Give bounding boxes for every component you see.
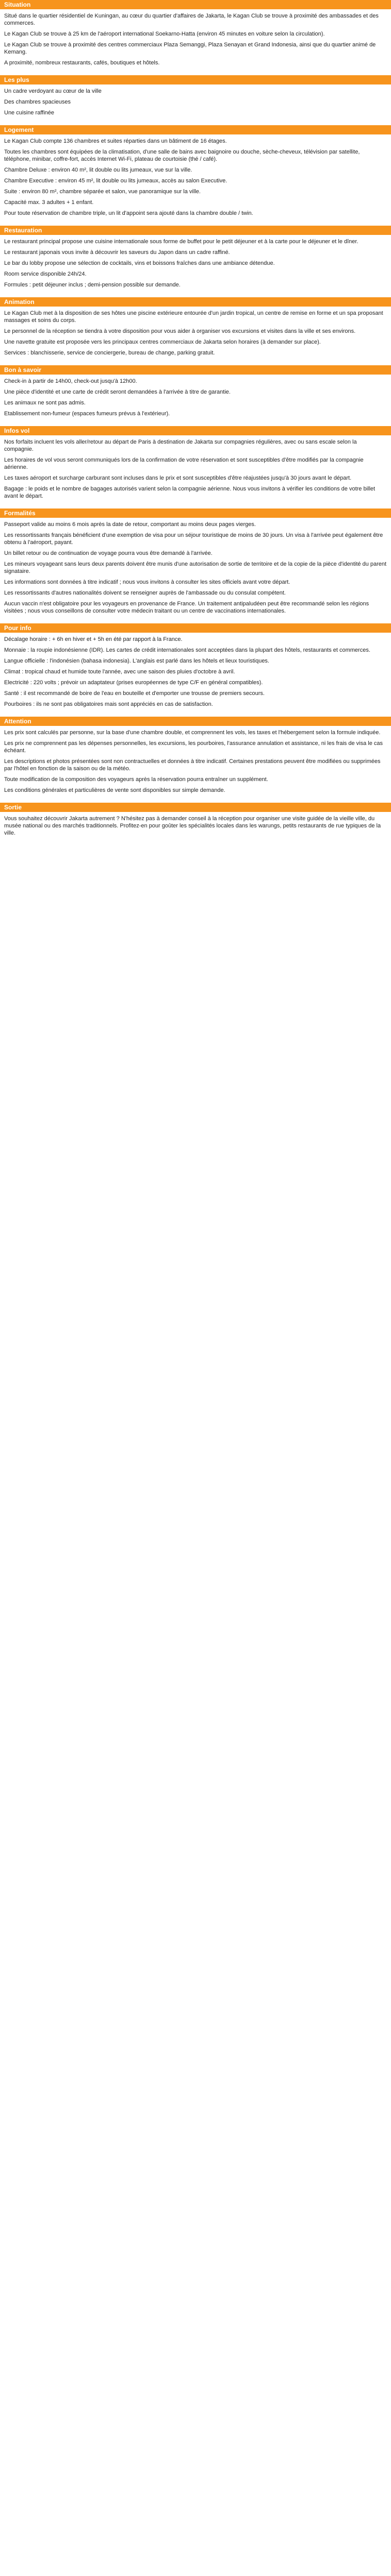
section-paragraph: Etablissement non-fumeur (espaces fumeurs prévus à l'extérieur).	[4, 411, 170, 417]
section-paragraph: Les conditions générales et particulières de vente sont disponibles sur simple demande.	[4, 787, 225, 793]
section-paragraph: Une cuisine raffinée	[4, 110, 55, 116]
section-paragraph: Electricité : 220 volts ; prévoir un adaptateur (prises européennes de type C/F en général compatibles).	[4, 680, 263, 686]
hotel-description-page	[0, 0, 391, 845]
section-paragraph: Monnaie : la roupie indonésienne (IDR). Les cartes de crédit internationales sont acceptées dans la plupart des hôtels, restaurants et commerces.	[4, 647, 370, 653]
section-paragraph: Room service disponible 24h/24.	[4, 271, 87, 277]
section-paragraph: Langue officielle : l'indonésien (bahasa indonesia). L'anglais est parlé dans les hôtels et lieux touristiques.	[4, 658, 269, 664]
section-paragraph: Les descriptions et photos présentées sont non contractuelles et données à titre indicatif. Certaines prestations peuvent être modifiées ou supprimées par l'hôtel en fonction de la saison ou de la météo.	[4, 758, 381, 772]
section-body	[0, 435, 391, 509]
section-title: Formalités	[0, 509, 391, 518]
section-body	[0, 812, 391, 845]
section-paragraph: Le bar du lobby propose une sélection de cocktails, vins et boissons fraîches dans une ambiance détendue.	[4, 260, 275, 266]
section-paragraph: Formules : petit déjeuner inclus ; demi-pension possible sur demande.	[4, 282, 181, 288]
section-paragraph: Vous souhaitez découvrir Jakarta autrement ? N'hésitez pas à demander conseil à la réception pour organiser une visite guidée de la vieille ville, du musée national ou des marchés traditionnels. Profitez-en pour goûter les spécialités locales dans les warungs, petits restaurants de rue typiques de la ville.	[4, 816, 381, 836]
section-paragraph: Décalage horaire : + 6h en hiver et + 5h en été par rapport à la France.	[4, 636, 183, 642]
section-title: Attention	[0, 717, 391, 726]
section-paragraph: A proximité, nombreux restaurants, cafés, boutiques et hôtels.	[4, 60, 160, 66]
section-paragraph: Suite : environ 80 m², chambre séparée et salon, vue panoramique sur la ville.	[4, 189, 201, 195]
section-title: Infos vol	[0, 426, 391, 435]
section-paragraph: Services : blanchisserie, service de conciergerie, bureau de change, parking gratuit.	[4, 350, 215, 356]
section-paragraph: Capacité max. 3 adultes + 1 enfant.	[4, 199, 94, 206]
section-paragraph: Santé : il est recommandé de boire de l'eau en bouteille et d'emporter une trousse de premiers secours.	[4, 690, 265, 697]
section-paragraph: Climat : tropical chaud et humide toute l'année, avec une saison des pluies d'octobre à avril.	[4, 669, 235, 675]
section-paragraph: Un cadre verdoyant au cœur de la ville	[4, 88, 102, 94]
section-paragraph: Aucun vaccin n'est obligatoire pour les voyageurs en provenance de France. Un traitement antipaludéen peut être recommandé selon les régions visitées ; nous vous conseillons de consulter votre médecin traitant ou un centre de vaccinations internationales.	[4, 601, 369, 614]
section-body	[0, 235, 391, 297]
section-paragraph: Une pièce d'identité et une carte de crédit seront demandées à l'arrivée à titre de garantie.	[4, 389, 231, 395]
section-paragraph: Passeport valide au moins 6 mois après la date de retour, comportant au moins deux pages vierges.	[4, 521, 256, 528]
section-paragraph: Nos forfaits incluent les vols aller/retour au départ de Paris à destination de Jakarta sur compagnies régulières, avec ou sans escale selon la compagnie.	[4, 439, 357, 452]
section-paragraph: Pourboires : ils ne sont pas obligatoires mais sont appréciés en cas de satisfaction.	[4, 701, 213, 707]
section-title: Situation	[0, 0, 391, 9]
section-paragraph: Toute modification de la composition des voyageurs après la réservation pourra entraîner un supplément.	[4, 776, 268, 783]
section-paragraph: Un billet retour ou de continuation de voyage pourra vous être demandé à l'arrivée.	[4, 550, 213, 556]
section-body	[0, 518, 391, 623]
section-paragraph: Le Kagan Club se trouve à 25 km de l'aéroport international Soekarno-Hatta (environ 45 minutes en voiture selon la circulation).	[4, 31, 325, 37]
section-paragraph: Bagage : le poids et le nombre de bagages autorisés varient selon la compagnie aérienne. Nous vous invitons à vérifier les conditions de votre billet avant le départ.	[4, 486, 376, 499]
section-paragraph: Les mineurs voyageant sans leurs deux parents doivent être munis d'une autorisation de sortie de territoire et de la copie de la pièce d'identité du parent signataire.	[4, 561, 387, 574]
section-paragraph: Les prix ne comprennent pas les dépenses personnelles, les excursions, les pourboires, l'assurance annulation et assistance, ni les frais de visa le cas échéant.	[4, 740, 383, 754]
section-paragraph: Le Kagan Club se trouve à proximité des centres commerciaux Plaza Semanggi, Plaza Senayan et Grand Indonesia, ainsi que du quartier animé de Kemang.	[4, 42, 376, 55]
section-paragraph: Le Kagan Club met à la disposition de ses hôtes une piscine extérieure entourée d'un jardin tropical, un centre de remise en forme et un spa proposant massages et soins du corps.	[4, 310, 383, 324]
section-body	[0, 633, 391, 717]
section-paragraph: Pour toute réservation de chambre triple, un lit d'appoint sera ajouté dans la chambre double / twin.	[4, 210, 253, 216]
section-paragraph: Toutes les chambres sont équipées de la climatisation, d'une salle de bains avec baignoire ou douche, sèche-cheveux, télévision par satellite, téléphone, minibar, coffre-fort, accès Internet Wi-Fi, plateau de courtoisie (thé / café).	[4, 149, 360, 162]
section-paragraph: Chambre Deluxe : environ 40 m², lit double ou lits jumeaux, vue sur la ville.	[4, 167, 192, 173]
section-body	[0, 307, 391, 365]
section-body	[0, 375, 391, 426]
section-title: Logement	[0, 125, 391, 134]
section-paragraph: Le Kagan Club compte 136 chambres et suites réparties dans un bâtiment de 16 étages.	[4, 138, 227, 144]
section-paragraph: Les informations sont données à titre indicatif ; nous vous invitons à consulter les sites officiels avant votre départ.	[4, 579, 290, 585]
section-body	[0, 726, 391, 803]
section-paragraph: Les prix sont calculés par personne, sur la base d'une chambre double, et comprennent les vols, les taxes et l'hébergement selon la formule indiquée.	[4, 730, 381, 736]
section-paragraph: Une navette gratuite est proposée vers les principaux centres commerciaux de Jakarta selon horaires (à demander sur place).	[4, 339, 321, 345]
section-paragraph: Les ressortissants d'autres nationalités doivent se renseigner auprès de l'ambassade ou du consulat compétent.	[4, 590, 286, 596]
section-body	[0, 134, 391, 226]
section-paragraph: Des chambres spacieuses	[4, 99, 71, 105]
section-paragraph: Le restaurant japonais vous invite à découvrir les saveurs du Japon dans un cadre raffiné.	[4, 249, 230, 256]
section-title: Restauration	[0, 226, 391, 235]
section-paragraph: Les taxes aéroport et surcharge carburant sont incluses dans le prix et sont susceptibles d'être réajustées jusqu'à 30 jours avant le départ.	[4, 475, 352, 481]
section-paragraph: Check-in à partir de 14h00, check-out jusqu'à 12h00.	[4, 378, 137, 384]
section-paragraph: Situé dans le quartier résidentiel de Kuningan, au cœur du quartier d'affaires de Jakarta, le Kagan Club se trouve à proximité des ambassades et des commerces.	[4, 13, 379, 26]
section-paragraph: Le personnel de la réception se tiendra à votre disposition pour vous aider à organiser vos excursions et visites dans la ville et ses environs.	[4, 328, 356, 334]
section-title: Pour info	[0, 623, 391, 633]
section-paragraph: Le restaurant principal propose une cuisine internationale sous forme de buffet pour le petit déjeuner et à la carte pour le déjeuner et le dîner.	[4, 239, 359, 245]
section-title: Bon à savoir	[0, 365, 391, 375]
section-title: Animation	[0, 297, 391, 307]
section-body	[0, 9, 391, 75]
section-paragraph: Chambre Executive : environ 45 m², lit double ou lits jumeaux, accès au salon Executive.	[4, 178, 227, 184]
section-title: Les plus	[0, 75, 391, 84]
section-body	[0, 84, 391, 125]
section-paragraph: Les ressortissants français bénéficient d'une exemption de visa pour un séjour touristique de moins de 30 jours. Un visa à l'arrivée peut également être obtenu à l'aéroport, payant.	[4, 532, 383, 546]
section-paragraph: Les animaux ne sont pas admis.	[4, 400, 86, 406]
section-paragraph: Les horaires de vol vous seront communiqués lors de la confirmation de votre réservation et sont susceptibles d'être modifiés par la compagnie aérienne.	[4, 457, 364, 470]
section-title: Sortie	[0, 803, 391, 812]
